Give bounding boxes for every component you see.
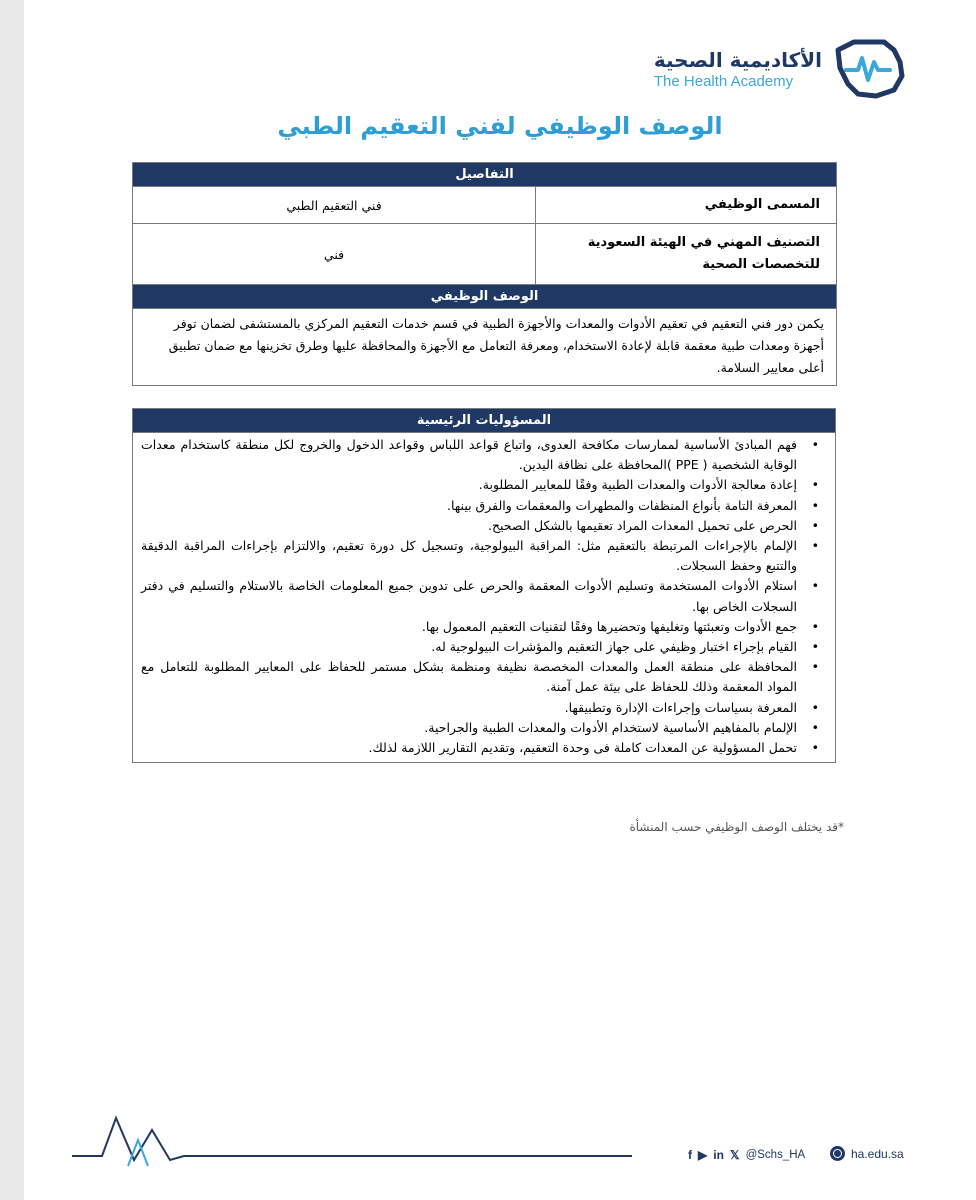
responsibilities-header: المسؤوليات الرئيسية xyxy=(133,409,836,433)
social-handle[interactable]: @Schs_HA xyxy=(745,1149,806,1161)
list-item: • الحرص على تحميل المعدات المراد تعقيمها بالشكل الصحيح. xyxy=(141,516,825,536)
logo-english-text: The Health Academy xyxy=(653,73,794,90)
facebook-icon[interactable]: f xyxy=(688,1148,692,1162)
logo-arabic-text: الأكاديمية الصحية xyxy=(653,48,822,72)
list-item: • فهم المبادئ الأساسية لممارسات مكافحة العدوى، واتباع قواعد اللباس وقواعد الدخول والخروج لكل منطقة كاستخدام معدات الوقاية الشخصية ( PPE )المحافظة على نظافة اليدين. xyxy=(141,435,825,475)
globe-icon xyxy=(830,1146,845,1161)
details-table xyxy=(132,162,837,386)
website-link[interactable] xyxy=(830,1146,904,1161)
list-item: • استلام الأدوات المستخدمة وتسليم الأدوات المعقمة والحرص على تدوين جميع المعلومات الخاصة بالاستلام والتسليم في دفتر السجلات الخاص بها. xyxy=(141,576,825,616)
list-item: • المحافظة على منطقة العمل والمعدات المخصصة نظيفة ومنظمة بشكل مستمر للحفاظ على المعايير المطلوبة للتعامل مع المواد المعقمة وذلك للحفاظ على بيئة عمل آمنة. xyxy=(141,657,825,697)
list-item: • إعادة معالجة الأدوات والمعدات الطبية وفقًا للمعايير المطلوبة. xyxy=(141,475,825,495)
decorative-wave-icon xyxy=(72,1100,632,1170)
list-item: • جمع الأدوات وتعبئتها وتغليفها وتحضيرها وفقًا لتقنيات التعقيم المعمول بها. xyxy=(141,617,825,637)
social-links xyxy=(688,1148,805,1162)
classification-value: فني xyxy=(133,224,536,285)
youtube-icon[interactable]: ▶ xyxy=(698,1148,708,1162)
list-item: • القيام بإجراء اختبار وظيفي على جهاز التعقيم والمؤشرات البيولوجية له. xyxy=(141,637,825,657)
linkedin-icon[interactable]: in xyxy=(713,1148,724,1162)
classification-label: التصنيف المهني في الهيئة السعودية للتخصصات الصحية xyxy=(536,224,837,285)
details-header: التفاصيل xyxy=(133,163,837,187)
list-item: • الإلمام بالإجراءات المرتبطة بالتعقيم مثل: المراقبة البيولوجية، وتسجيل كل دورة تعقيم، والالتزام بإجراءات المراقبة الدقيقة والتتبع وحفظ السجلات. xyxy=(141,536,825,576)
table-row xyxy=(133,187,837,224)
responsibilities-list xyxy=(141,435,825,758)
health-academy-logo-icon xyxy=(832,38,908,100)
job-title-label: المسمى الوظيفي xyxy=(536,187,837,224)
list-item: • تحمل المسؤولية عن المعدات كاملة فى وحدة التعقيم، وتقديم التقارير اللازمة لذلك. xyxy=(141,738,825,758)
list-item: • المعرفة التامة بأنواع المنظفات والمطهرات والمعقمات والفرق بينها. xyxy=(141,496,825,516)
table-row xyxy=(133,224,837,285)
responsibilities-table xyxy=(132,408,836,763)
list-item: • الإلمام بالمفاهيم الأساسية لاستخدام الأدوات والمعدات الطبية والجراحية. xyxy=(141,718,825,738)
x-icon[interactable]: 𝕏 xyxy=(729,1148,740,1162)
job-title-value: فني التعقيم الطبي xyxy=(133,187,536,224)
list-item: • المعرفة بسياسات وإجراءات الإدارة وتطبيقها. xyxy=(141,698,825,718)
footnote: *قد يختلف الوصف الوظيفي حسب المنشأة xyxy=(629,820,844,834)
logo xyxy=(654,38,908,100)
document-page xyxy=(24,0,976,1200)
description-header: الوصف الوظيفي xyxy=(133,285,837,309)
job-description-text: يكمن دور فني التعقيم في تعقيم الأدوات والمعدات والأجهزة الطبية في قسم خدمات التعقيم المركزي بالمستشفى لضمان توفر أجهزة ومعدات طبية معقمة قابلة لإعادة الاستخدام، ومعرفة التعامل مع الأجهزة والمحافظة عليها وطرق تخزينها مع ضمان تطبيق أعلى معايير السلامة. xyxy=(133,309,837,386)
website-text[interactable]: ha.edu.sa xyxy=(851,1146,904,1161)
page-title: الوصف الوظيفي لفني التعقيم الطبي xyxy=(277,112,723,140)
